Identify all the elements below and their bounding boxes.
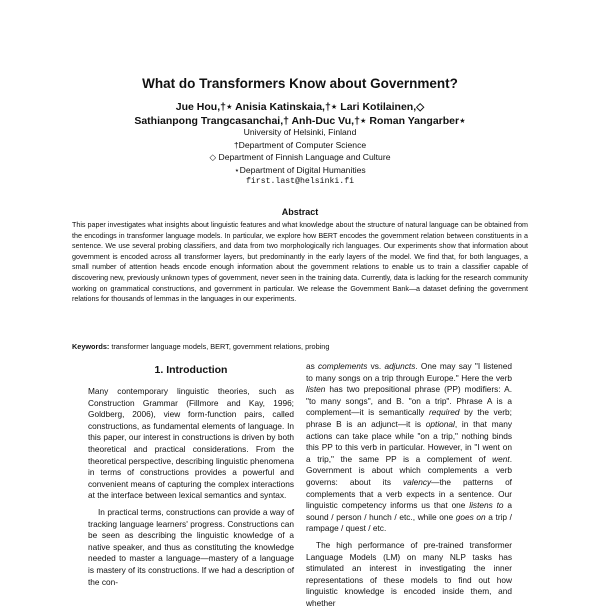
affiliation-dept-cs: †Department of Computer Science: [233, 139, 367, 150]
right-paragraph-1: as complements vs. adjuncts. One may say "I listened to many songs on a trip through Europe." Here the verb listen has two prepositional phrase (PP) modifiers: A. "to many songs", and B. "on a trip". Phrase A is a complement—it is semantically required by the verb; phrase B is an adjunct—it is optional, in that many actions can take place while "on a trip," nothing binds this PP to this verb in particular. However, in "I went on a trip," the same PP is a complement of went. Government is about which complements a verb governs: about its valency—the patterns of complements that a verb expects in a sentence. Our linguistic competency informs us that one listens to a sound / person / hunch / etc., while one goes on a trip / rampage / quest / etc.: [306, 361, 512, 534]
abstract-text: This paper investigates what insights about linguistic features and what knowledge about the structure of natural language can be obtained from the encodings in transformer language models. In particular, we explore how BERT encodes the government relation between constituents in a sentence. We use several probing classifiers, and data from two morphologically rich languages. Our experiments show that information about government is encoded across all transformer layers, but predominantly in the early layers of the model. We find that, for both languages, a small number of attention heads encode enough information about the government relations to enable us to train a classifier capable of discovering new, previously unknown types of government, never seen in the training data. Currently, data is lacking for the research community working on grammatical constructions, and government in particular. We release the Government Bank—a dataset defining the government relations for thousands of lemmas in the languages in our experiments.: [72, 221, 528, 304]
author-list: [0, 100, 600, 128]
intro-paragraph-2: In practical terms, constructions can provide a way of tracking language learners' progress. Constructions can be seen as describing the linguistic knowledge of a native speaker, and thus as constituting the knowledge needed to master a language—mastery of a language is mastery of its constructions. If we had a description of the con-: [88, 506, 294, 587]
section-heading-introduction: 1. Introduction: [154, 364, 228, 376]
keywords-label: Keywords:: [72, 342, 110, 351]
affiliation-dept-dh: ⋆Department of Digital Humanities: [234, 164, 366, 175]
abstract-heading: Abstract: [281, 207, 319, 217]
intro-paragraph-1: Many contemporary linguistic theories, such as Construction Grammar (Fillmore and Kay, 1996; Goldberg, 2006), view form-function pairs, called constructions, as fundamental elements of language. In this paper, our interest in constructions is driven by both theoretical and practical considerations. From the theoretical perspective, describing linguistic phenomena in terms of constructions provides a powerful and convenient means of capturing the complex interactions at the interface between lexical semantics and syntax.: [88, 386, 294, 501]
affiliations: [0, 126, 600, 189]
authors-line-1: Jue Hou,†⋆ Anisia Katinskaia,†⋆ Lari Kotilainen,◇: [175, 101, 425, 113]
paper-title: What do Transformers Know about Government?: [142, 76, 458, 91]
affiliation-dept-finnish: ◇ Department of Finnish Language and Culture: [209, 152, 391, 163]
right-column: [306, 361, 512, 609]
right-paragraph-2: The high performance of pre-trained transformer Language Models (LM) on many NLP tasks has stimulated an interest in investigating the inner representations of these models to find out how linguistic knowledge is encoded inside them, and whether: [306, 539, 512, 608]
authors-line-2: Sathianpong Trangcasanchai,† Anh-Duc Vu,†⋆ Roman Yangarber⋆: [134, 115, 466, 127]
keywords: [72, 342, 528, 351]
left-column: [88, 386, 294, 588]
keywords-text: transformer language models, BERT, government relations, probing: [109, 342, 330, 351]
contact-email: first.last@helsinki.fi: [245, 177, 355, 187]
affiliation-university: University of Helsinki, Finland: [243, 127, 357, 137]
